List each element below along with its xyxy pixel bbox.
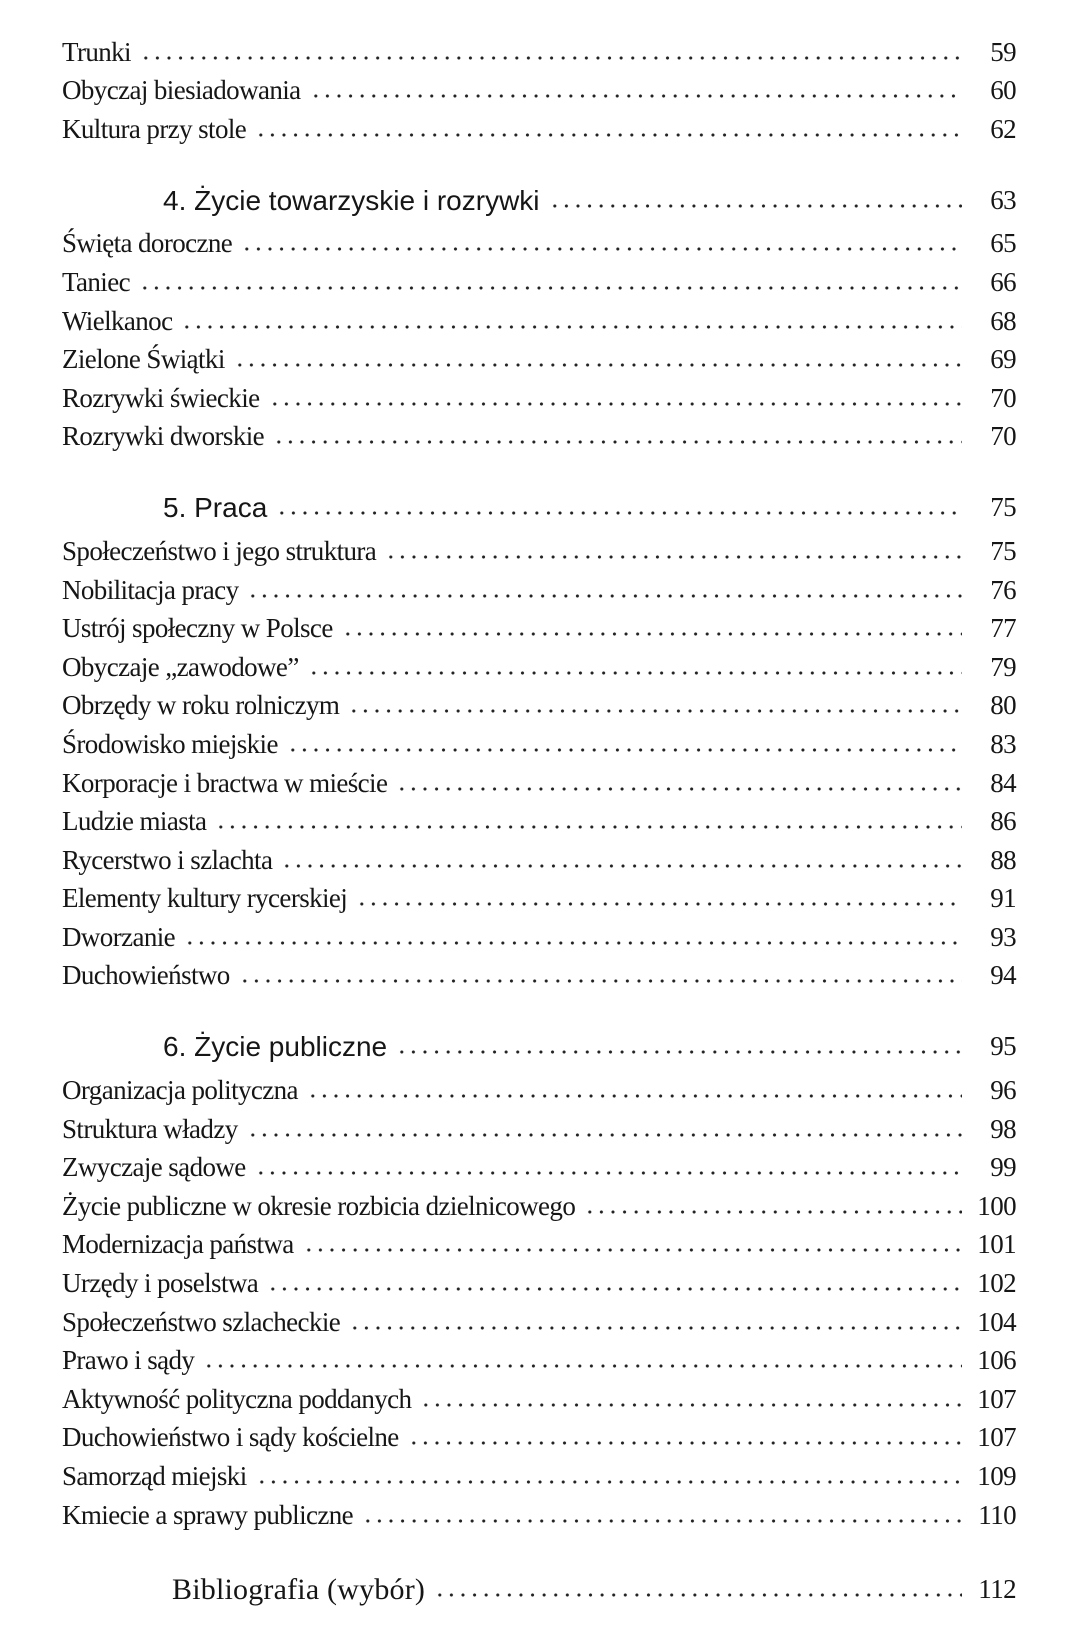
dot-leader (269, 402, 963, 406)
dot-leader (256, 1480, 962, 1484)
toc-entry (62, 1183, 1016, 1222)
toc-entry (62, 1067, 1016, 1106)
toc-entry-title: Elementy kultury rycerskiej (62, 883, 348, 914)
dot-leader (303, 1248, 962, 1252)
toc-entry-title: Aktywność polityczna poddanych (62, 1383, 412, 1414)
dot-leader (310, 94, 962, 98)
toc-entry (62, 760, 1016, 799)
section-heading-title: 4. Życie towarzyskie i rozrywki (163, 184, 540, 216)
dot-leader (247, 594, 962, 598)
dot-leader (408, 1441, 962, 1445)
toc-entry-title: Duchowieństwo (62, 960, 230, 991)
toc-entry-title: Rozrywki dworskie (62, 421, 265, 452)
toc-entry-title: Ludzie miasta (62, 806, 207, 837)
toc-entry-title: Modernizacja państwa (62, 1229, 294, 1260)
toc-entry-title: Życie publiczne w okresie rozbicia dzielnicowego (62, 1190, 576, 1221)
page-number: 84 (990, 767, 1016, 798)
page-number: 107 (977, 1383, 1016, 1414)
toc-entry (62, 1376, 1016, 1415)
page-number: 99 (990, 1152, 1016, 1183)
toc-entry (62, 1106, 1016, 1145)
dot-leader (396, 1050, 962, 1054)
toc-entry-title: Nobilitacja pracy (62, 574, 239, 605)
dot-leader (396, 787, 962, 791)
toc-entry (62, 375, 1016, 414)
page-number: 110 (978, 1499, 1016, 1530)
toc-entry-title: Obyczaje „zawodowe” (62, 651, 299, 682)
dot-leader (434, 1593, 962, 1597)
toc-entry-title: Społeczeństwo szlacheckie (62, 1306, 341, 1337)
bibliography-heading (62, 1559, 1016, 1605)
page-number: 91 (990, 883, 1016, 914)
toc-entry (62, 644, 1016, 683)
toc-entry (62, 106, 1016, 145)
toc-entry-title: Święta doroczne (62, 228, 233, 259)
dot-leader (362, 1519, 962, 1523)
toc-entry-title: Rozrywki świeckie (62, 382, 260, 413)
dot-leader (308, 671, 962, 675)
toc-entry (62, 721, 1016, 760)
page-number: 86 (990, 806, 1016, 837)
toc-entry-title: Ustrój społeczny w Polsce (62, 613, 333, 644)
table-of-contents (62, 29, 1016, 1610)
page-number: 63 (990, 184, 1016, 215)
page-number: 65 (990, 228, 1016, 259)
toc-entry-title: Zielone Świątki (62, 344, 225, 375)
dot-leader (267, 1287, 962, 1291)
toc-entry (62, 1222, 1016, 1261)
dot-leader (276, 511, 962, 515)
page-number: 80 (990, 690, 1016, 721)
page-number: 109 (977, 1461, 1016, 1491)
page-number: 102 (977, 1268, 1016, 1299)
dot-leader (241, 247, 962, 251)
toc-entry (62, 414, 1016, 453)
dot-leader (239, 979, 962, 983)
section-heading (62, 1016, 1016, 1062)
dot-leader (255, 1171, 962, 1175)
toc-entry-title: Obyczaj biesiadowania (62, 75, 301, 106)
toc-entry (62, 606, 1016, 645)
page-number: 104 (977, 1306, 1016, 1337)
toc-entry-title: Organizacja polityczna (62, 1075, 298, 1106)
toc-entry-title: Prawo i sądy (62, 1345, 195, 1376)
dot-leader (287, 748, 962, 752)
toc-entry (62, 1260, 1016, 1299)
page-number: 76 (990, 574, 1016, 605)
section-heading-title: 5. Praca (163, 492, 268, 524)
section-heading (62, 170, 1016, 216)
dot-leader (342, 632, 962, 636)
page-number: 70 (990, 421, 1016, 452)
page-number: 68 (990, 305, 1016, 336)
toc-entry-title: Duchowieństwo i sądy kościelne (62, 1422, 399, 1453)
toc-entry (62, 837, 1016, 876)
page-number: 94 (990, 960, 1016, 991)
section-heading (62, 477, 1016, 523)
dot-leader (255, 133, 962, 137)
page-number: 62 (990, 113, 1016, 144)
page-number: 66 (990, 266, 1016, 297)
toc-entry-title: Samorząd miejski (62, 1461, 247, 1491)
dot-leader (307, 1094, 962, 1098)
page-number: 112 (978, 1573, 1016, 1604)
toc-entry (62, 528, 1016, 567)
toc-entry (62, 1415, 1016, 1454)
page-number: 93 (990, 921, 1016, 952)
toc-entry-title: Korporacje i bractwa w mieście (62, 767, 388, 798)
toc-entry (62, 953, 1016, 992)
toc-entry (62, 29, 1016, 68)
page-number: 98 (990, 1113, 1016, 1144)
page-number: 69 (990, 344, 1016, 375)
dot-leader (420, 1403, 962, 1407)
toc-entry-title: Struktura władzy (62, 1113, 238, 1144)
page-number: 101 (977, 1229, 1016, 1260)
section-heading-title: 6. Życie publiczne (163, 1031, 388, 1063)
toc-entry (62, 1338, 1016, 1377)
dot-leader (140, 56, 962, 60)
toc-entry (62, 799, 1016, 838)
toc-entry-title: Społeczeństwo i jego struktura (62, 535, 377, 566)
toc-entry (62, 683, 1016, 722)
dot-leader (247, 1133, 962, 1137)
dot-leader (348, 709, 962, 713)
toc-entry (62, 876, 1016, 915)
dot-leader (273, 440, 962, 444)
toc-entry (62, 298, 1016, 337)
toc-entry-title: Zwyczaje sądowe (62, 1152, 246, 1183)
page-number: 107 (977, 1422, 1016, 1453)
dot-leader (203, 1364, 962, 1368)
toc-entry-title: Kultura przy stole (62, 113, 247, 144)
page-number: 88 (990, 844, 1016, 875)
dot-leader (215, 825, 962, 829)
page-number: 59 (990, 36, 1016, 67)
dot-leader (385, 555, 962, 559)
page-number: 75 (990, 492, 1016, 523)
dot-leader (281, 864, 962, 868)
toc-entry (62, 914, 1016, 953)
toc-entry-title: Trunki (62, 36, 131, 67)
toc-entry-title: Środowisko miejskie (62, 728, 278, 759)
dot-leader (184, 941, 962, 945)
page-number: 95 (990, 1031, 1016, 1062)
toc-entry (62, 1145, 1016, 1184)
toc-entry (62, 337, 1016, 376)
toc-entry-title: Kmiecie a sprawy publiczne (62, 1499, 354, 1530)
dot-leader (349, 1326, 962, 1330)
dot-leader (139, 286, 962, 290)
page-number: 75 (990, 535, 1016, 566)
toc-entry (62, 221, 1016, 260)
toc-entry-title: Urzędy i poselstwa (62, 1268, 259, 1299)
page-number: 100 (977, 1190, 1016, 1221)
dot-leader (356, 902, 962, 906)
toc-entry (62, 1299, 1016, 1338)
toc-entry-title: Rycerstwo i szlachta (62, 844, 273, 875)
dot-leader (181, 325, 962, 329)
toc-entry (62, 567, 1016, 606)
page-number: 96 (990, 1075, 1016, 1106)
page-number: 79 (990, 651, 1016, 682)
toc-entry (62, 259, 1016, 298)
toc-entry-title: Dworzanie (62, 921, 176, 952)
dot-leader (549, 204, 962, 208)
toc-entry-title: Taniec (62, 266, 130, 297)
toc-entry (62, 1453, 1016, 1492)
bibliography-title: Bibliografia (wybór) (172, 1572, 426, 1606)
toc-entry-title: Wielkanoc (62, 305, 173, 336)
page-number: 70 (990, 382, 1016, 413)
page-number: 77 (990, 613, 1016, 644)
dot-leader (234, 363, 962, 367)
toc-entry-title: Obrzędy w roku rolniczym (62, 690, 340, 721)
toc-entry (62, 1492, 1016, 1531)
page-number: 106 (977, 1345, 1016, 1376)
dot-leader (584, 1210, 962, 1214)
page-number: 83 (990, 728, 1016, 759)
toc-entry (62, 68, 1016, 107)
page-number: 60 (990, 75, 1016, 106)
